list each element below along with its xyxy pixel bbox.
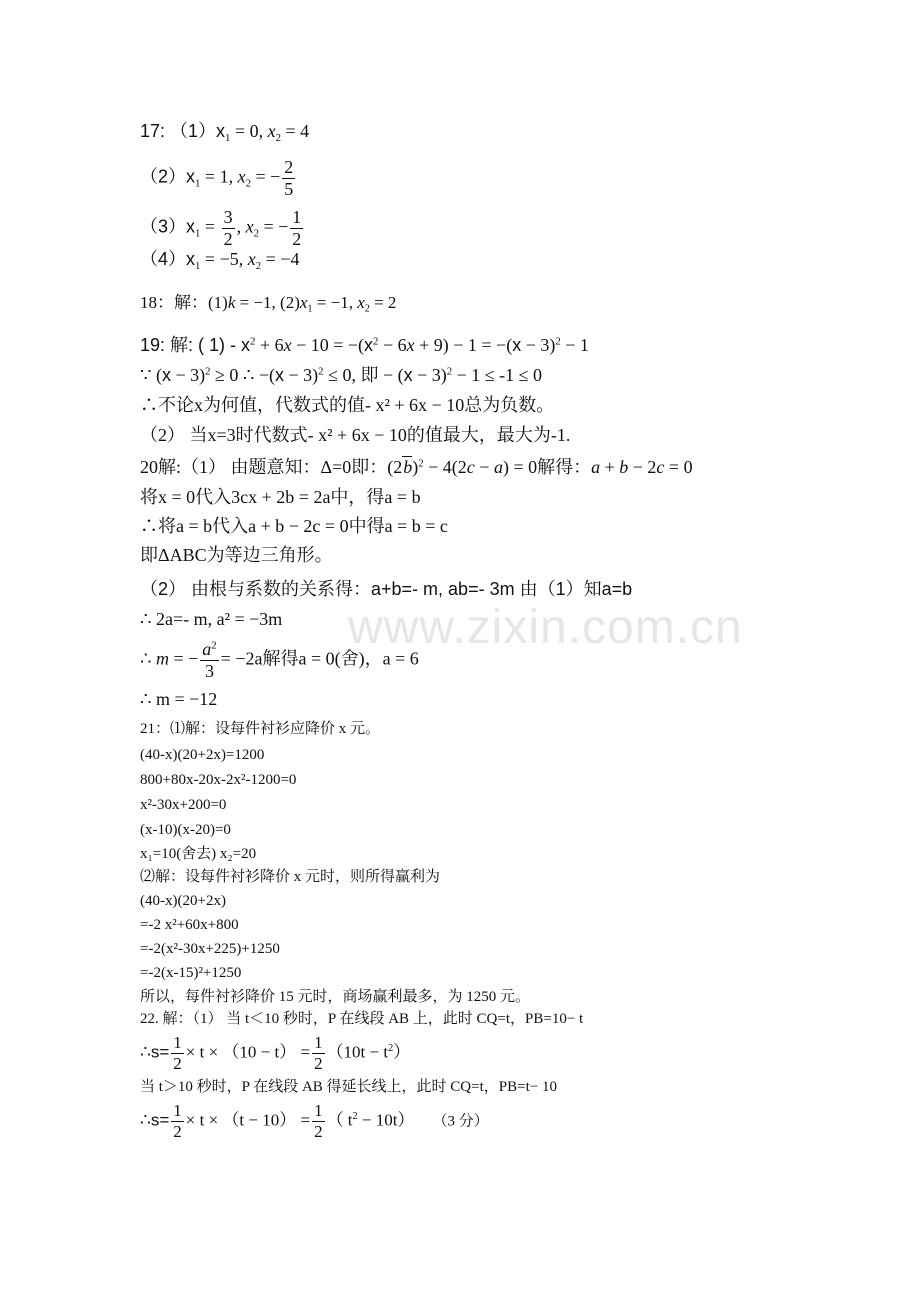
q20-label: 20解:（1） 由题意知：Δ=0即： <box>140 457 388 477</box>
q19-line4: （2） 当x=3时代数式- x² + 6x − 10的值最大，最大为-1. <box>140 425 571 445</box>
q21-line-7: ⑵解：设每件衬衫降价 x 元时，则所得赢利为 <box>140 869 441 885</box>
q20-line6: ∴ 2a=- m, a² = −3m <box>140 609 283 629</box>
q20-line7-tail: = −2a解得a = 0(舍)，a = 6 <box>220 648 419 669</box>
q22-formula1: ∴s= $\frac{1}{2}$ × t × （10 − t） = $\frac{1}{2}$ $(10t - t^2)$ <box>140 1033 411 1073</box>
q19-label: 19: 解: <box>140 335 199 355</box>
q20-line7: ∴ m = − $\frac{a^2}{3}$ = −2a解得a = 0(舍)，a = 6 <box>140 639 419 681</box>
watermark: www.zixin.com.cn <box>348 601 743 654</box>
q22-formula2: ∴s= $\frac{1}{2}$ × t × （t − 10） = $\frac{1}{2}$ （ $t^2 - 10t$） （3 分） <box>140 1101 489 1141</box>
q19-line2: ∵ $(x - 3)^2 \ge 0$ ∴ $-(x - 3)^2 \le 0$, 即 − $(x - 3)^2 - 1 \le -1 \le 0$ <box>140 365 543 385</box>
q21-line-5: (x-10)(x-20)=0 <box>140 822 231 838</box>
q19-line1: 19: 解: ( $1) - x^2 + 6x - 10 = -(x^2 - 6x + 9) - 1 = -(x - 3)^2 - 1$ <box>140 335 589 355</box>
q21-line-6: x₁=10(舍去) x₂=20 <box>140 846 257 862</box>
q17-part2: $(2)x_1 = 1$, $x_2$ = − $\frac{2}{5}$ <box>140 157 294 199</box>
q17-part4-num: （4） <box>140 249 187 269</box>
q18-answer: 18：解：(1)k = −1, $(2)x_1 = -1$, $x_2 = 2$ <box>140 293 397 315</box>
q22-line1: 22. 解：（1） 当 t＜10 秒时，P 在线段 AB 上，此时 CQ=t，PB=10− t <box>140 1011 584 1027</box>
q20-line1-tail: 解得： <box>537 457 592 477</box>
q22-score: （3 分） <box>432 1113 489 1130</box>
q17-label: 17: <box>140 121 171 141</box>
q17-part3-num: （3） <box>140 216 187 237</box>
q19-line3: ∴不论x为何值，代数式的值- x² + 6x − 10总为负数。 <box>140 395 555 415</box>
q18-label: 18：解： <box>140 293 208 312</box>
q20-line5: （2） 由根与系数的关系得：a+b=- m, ab=- 3m 由（1）知a=b <box>140 579 633 599</box>
q21-line-4: x²-30x+200=0 <box>140 797 227 813</box>
q20-line3: ∴将a = b代入a + b − 2c = 0中得a = b = c <box>140 516 448 536</box>
q20-line2: 将x = 0代入3cx + 2b = 2a中，得a = b <box>140 487 421 507</box>
q17-part3: $(3)x_1$ = $\frac{3}{2}$ , $x_2$ = − $\frac{1}{2}$ <box>140 207 302 249</box>
q17-part1: 17: $(1)x_1 = 0$, $x_2 = 4$ <box>140 121 310 144</box>
q22-line3: 当 t＞10 秒时，P 在线段 AB 得延长线上，此时 CQ=t，PB=t− 10 <box>140 1079 557 1095</box>
q20-line8: ∴ m = −12 <box>140 689 218 709</box>
q21-line-10: =-2(x²-30x+225)+1250 <box>140 941 280 957</box>
q20-line1: 20解:（1） 由题意知：Δ=0即：$(2b)^2 - 4(2c - a) = 0$解得：a + b − 2c = 0 <box>140 457 693 477</box>
q21-line-1: 21：⑴解：设每件衬衫应降价 x 元。 <box>140 721 381 737</box>
q17-part2-num: （2） <box>140 166 187 187</box>
q21-line-11: =-2(x-15)²+1250 <box>140 965 242 981</box>
q21-line-12: 所以，每件衬衫降价 15 元时，商场赢利最多，为 1250 元。 <box>140 989 531 1005</box>
q21-line-2: (40-x)(20+2x)=1200 <box>140 747 265 763</box>
q21-line-9: =-2 x²+60x+800 <box>140 917 239 933</box>
q21-line-3: 800+80x-20x-2x²-1200=0 <box>140 772 297 788</box>
q21-line-8: (40-x)(20+2x) <box>140 893 226 909</box>
q17-part4: $(4)x_1 = -5$, $x_2 = -4$ <box>140 249 300 272</box>
q20-line4: 即ΔABC为等边三角形。 <box>140 545 333 565</box>
q17-part1-num: （1） <box>170 121 217 141</box>
